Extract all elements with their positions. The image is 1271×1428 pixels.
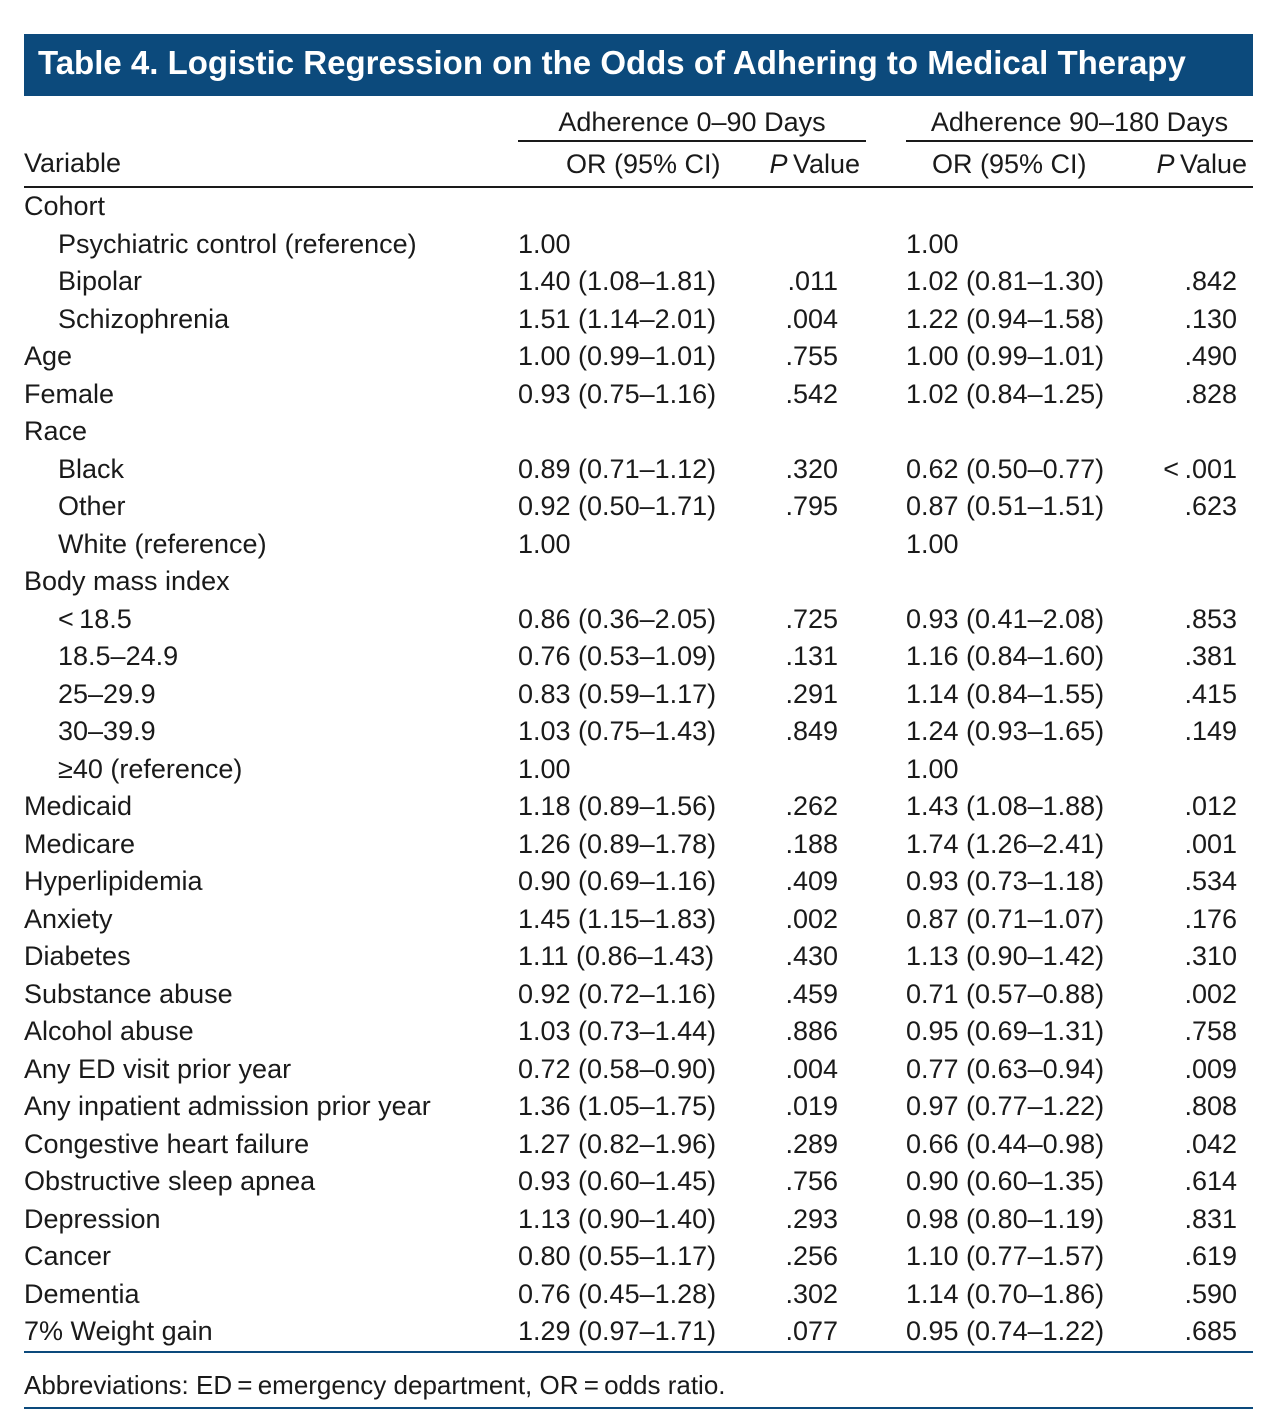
group-label-90-180: Adherence 90–180 Days <box>930 107 1229 137</box>
or-ci-cell-0-90: 0.89 (0.71–1.12) <box>518 453 717 484</box>
variable-cell: Anxiety <box>24 903 113 934</box>
variable-cell: Black <box>58 453 125 484</box>
or-ci-header-1: OR (95% CI) <box>518 141 756 187</box>
table-row <box>24 826 1253 864</box>
spacer-cell <box>866 1276 906 1314</box>
spacer-cell <box>866 1201 906 1239</box>
or-ci-cell-0-90: 1.00 <box>518 228 571 259</box>
p-value-cell-90-180: .758 <box>1184 1016 1237 1047</box>
p-value-cell-90-180: .176 <box>1184 903 1237 934</box>
spacer-cell <box>866 451 906 489</box>
spacer-cell <box>866 1163 906 1201</box>
or-ci-cell-90-180 <box>906 563 1134 601</box>
p-value-cell-90-180: .685 <box>1134 1313 1253 1352</box>
spacer-cell <box>866 901 906 939</box>
or-ci-cell-0-90: 1.45 (1.15–1.83) <box>518 903 717 934</box>
group-header-90-180 <box>906 96 1253 141</box>
p-value-cell-0-90: .459 <box>785 978 838 1009</box>
table-row <box>24 1088 1253 1126</box>
p-value-cell-90-180: .614 <box>1184 1166 1237 1197</box>
table-row <box>24 601 1253 639</box>
variable-cell: 30–39.9 <box>58 716 156 747</box>
p-value-cell-0-90: .725 <box>785 603 838 634</box>
table-row <box>24 526 1253 564</box>
or-ci-cell-0-90 <box>518 563 756 601</box>
p-value-cell-0-90: .409 <box>785 866 838 897</box>
variable-cell: Other <box>58 491 126 522</box>
spacer-cell <box>866 263 906 301</box>
table-row <box>24 751 1253 789</box>
or-ci-cell-0-90: 1.00 <box>518 753 571 784</box>
or-ci-cell-90-180: 1.00 <box>906 528 959 559</box>
table-row <box>24 1313 1253 1352</box>
p-value-cell-0-90 <box>756 413 866 451</box>
spacer-cell <box>866 938 906 976</box>
spacer-cell <box>866 788 906 826</box>
or-ci-cell-90-180 <box>906 187 1134 226</box>
or-ci-cell-0-90: 0.93 (0.60–1.45) <box>518 1166 717 1197</box>
or-ci-cell-0-90: 1.26 (0.89–1.78) <box>518 828 717 859</box>
p-value-cell-0-90: .795 <box>785 491 838 522</box>
p-value-cell-90-180: .490 <box>1184 341 1237 372</box>
spacer-cell <box>866 226 906 264</box>
spacer-cell <box>866 187 906 226</box>
or-ci-cell-90-180: 1.22 (0.94–1.58) <box>906 303 1105 334</box>
variable-cell: Diabetes <box>24 941 131 972</box>
variable-cell: Obstructive sleep apnea <box>24 1166 316 1197</box>
spacer-cell <box>866 526 906 564</box>
or-ci-cell-0-90: 1.18 (0.89–1.56) <box>518 791 717 822</box>
p-value-cell-90-180: .808 <box>1184 1091 1237 1122</box>
p-value-cell-90-180: .828 <box>1184 378 1237 409</box>
variable-cell: Hyperlipidemia <box>24 866 203 897</box>
or-ci-cell-0-90: 1.29 (0.97–1.71) <box>518 1313 756 1352</box>
table-row <box>24 563 1253 601</box>
or-ci-cell-0-90: 1.03 (0.75–1.43) <box>518 716 717 747</box>
p-value-cell-0-90: .291 <box>785 678 838 709</box>
p-value-cell-0-90: .542 <box>785 378 838 409</box>
p-value-cell-0-90: .293 <box>785 1203 838 1234</box>
or-ci-cell-0-90: 0.80 (0.55–1.17) <box>518 1241 717 1272</box>
table-row <box>24 938 1253 976</box>
or-ci-cell-90-180: 0.77 (0.63–0.94) <box>906 1053 1105 1084</box>
or-ci-cell-0-90: 0.76 (0.45–1.28) <box>518 1278 717 1309</box>
variable-cell: Substance abuse <box>24 978 233 1009</box>
p-value-header-1 <box>756 141 866 187</box>
table-row <box>24 376 1253 414</box>
or-ci-cell-0-90: 1.00 (0.99–1.01) <box>518 341 717 372</box>
table-body <box>24 187 1253 1352</box>
p-value-cell-90-180 <box>1134 226 1253 264</box>
table-row <box>24 451 1253 489</box>
p-value-cell-90-180: .415 <box>1184 678 1237 709</box>
p-value-cell-90-180: .590 <box>1184 1278 1237 1309</box>
p-value-cell-0-90: .302 <box>785 1278 838 1309</box>
spacer-cell <box>866 676 906 714</box>
spacer-cell <box>866 863 906 901</box>
or-ci-cell-0-90: 1.03 (0.73–1.44) <box>518 1016 717 1047</box>
spacer-cell <box>866 713 906 751</box>
p-value-cell-0-90 <box>756 563 866 601</box>
p-value-cell-0-90: .256 <box>785 1241 838 1272</box>
p-value-cell-0-90: .756 <box>785 1166 838 1197</box>
table-row <box>24 338 1253 376</box>
p-value-word: Value <box>1179 148 1247 179</box>
table-row <box>24 1126 1253 1164</box>
table-row <box>24 301 1253 339</box>
or-ci-cell-90-180: 1.16 (0.84–1.60) <box>906 641 1105 672</box>
table-row <box>24 676 1253 714</box>
or-ci-cell-0-90: 1.13 (0.90–1.40) <box>518 1203 717 1234</box>
p-value-cell-0-90 <box>756 526 866 564</box>
spacer-cell <box>866 751 906 789</box>
p-value-cell-90-180: .002 <box>1184 978 1237 1009</box>
or-ci-cell-90-180: 0.95 (0.74–1.22) <box>906 1313 1134 1352</box>
variable-cell: Alcohol abuse <box>24 1016 194 1047</box>
table-row <box>24 1238 1253 1276</box>
or-ci-cell-0-90: 1.00 <box>518 528 571 559</box>
or-ci-header-2: OR (95% CI) <box>906 141 1134 187</box>
table-row <box>24 1276 1253 1314</box>
variable-cell: White (reference) <box>58 528 267 559</box>
header-group-row <box>24 96 1253 141</box>
p-value-cell-0-90: .886 <box>785 1016 838 1047</box>
p-value-cell-0-90: .320 <box>785 453 838 484</box>
variable-cell: Depression <box>24 1203 161 1234</box>
p-value-cell-90-180 <box>1134 751 1253 789</box>
spacer-cell <box>866 488 906 526</box>
or-ci-cell-90-180: 0.62 (0.50–0.77) <box>906 453 1105 484</box>
table-row <box>24 1163 1253 1201</box>
p-value-cell-0-90: .004 <box>785 1053 838 1084</box>
spacer-cell <box>866 638 906 676</box>
p-value-cell-0-90: .755 <box>785 341 838 372</box>
spacer-cell <box>866 301 906 339</box>
p-value-cell-0-90: .289 <box>785 1128 838 1159</box>
spacer-cell <box>866 1051 906 1089</box>
p-value-cell-0-90 <box>756 187 866 226</box>
variable-cell: Congestive heart failure <box>24 1128 310 1159</box>
p-value-cell-90-180: .381 <box>1184 641 1237 672</box>
variable-cell: 25–29.9 <box>58 678 156 709</box>
spacer-cell <box>866 1126 906 1164</box>
or-ci-cell-90-180: 1.00 <box>906 753 959 784</box>
spacer-cell <box>866 1088 906 1126</box>
p-italic: P <box>769 148 788 179</box>
table-title: Table 4. Logistic Regression on the Odds of Adhering to Medical Therapy <box>24 34 1253 96</box>
variable-cell: Female <box>24 378 115 409</box>
p-italic: P <box>1156 148 1175 179</box>
variable-cell: 18.5–24.9 <box>58 641 179 672</box>
spacer-cell <box>866 826 906 864</box>
table-row <box>24 901 1253 939</box>
or-ci-cell-90-180: 1.14 (0.70–1.86) <box>906 1278 1105 1309</box>
p-value-cell-90-180: .619 <box>1184 1241 1237 1272</box>
or-ci-cell-90-180: 0.98 (0.80–1.19) <box>906 1203 1105 1234</box>
or-ci-cell-90-180: 0.66 (0.44–0.98) <box>906 1128 1105 1159</box>
variable-cell: Psychiatric control (reference) <box>58 228 417 259</box>
table-row <box>24 863 1253 901</box>
variable-cell: Any inpatient admission prior year <box>24 1091 431 1122</box>
p-value-cell-90-180: .009 <box>1184 1053 1237 1084</box>
or-ci-cell-0-90 <box>518 187 756 226</box>
p-value-cell-0-90: .188 <box>785 828 838 859</box>
or-ci-cell-0-90: 0.93 (0.75–1.16) <box>518 378 717 409</box>
or-ci-cell-0-90: 0.86 (0.36–2.05) <box>518 603 717 634</box>
variable-cell: Race <box>24 416 88 447</box>
spacer-cell <box>866 601 906 639</box>
or-ci-cell-0-90: 1.36 (1.05–1.75) <box>518 1091 717 1122</box>
group-header-0-90 <box>518 96 866 141</box>
p-value-cell-0-90: .430 <box>785 941 838 972</box>
variable-cell: 7% Weight gain <box>24 1313 518 1352</box>
or-ci-cell-90-180: 1.02 (0.84–1.25) <box>906 378 1105 409</box>
or-ci-cell-0-90: 1.40 (1.08–1.81) <box>518 266 717 297</box>
p-value-header-2 <box>1134 141 1253 187</box>
or-ci-cell-0-90: 1.11 (0.86–1.43) <box>518 941 715 972</box>
table-row <box>24 226 1253 264</box>
or-ci-cell-0-90: 1.27 (0.82–1.96) <box>518 1128 717 1159</box>
variable-cell: Medicare <box>24 828 136 859</box>
p-value-cell-90-180: .534 <box>1184 866 1237 897</box>
p-value-cell-90-180: .853 <box>1184 603 1237 634</box>
table-row <box>24 488 1253 526</box>
table-row <box>24 638 1253 676</box>
regression-table <box>24 96 1253 1353</box>
p-value-cell-0-90: .002 <box>785 903 838 934</box>
p-value-cell-90-180 <box>1134 563 1253 601</box>
p-value-cell-90-180: .149 <box>1184 716 1237 747</box>
spacer-cell <box>866 563 906 601</box>
variable-cell: Any ED visit prior year <box>24 1053 292 1084</box>
variable-cell: Schizophrenia <box>58 303 230 334</box>
or-ci-cell-0-90: 0.90 (0.69–1.16) <box>518 866 717 897</box>
table-row <box>24 1201 1253 1239</box>
table-row <box>24 1013 1253 1051</box>
spacer-cell <box>866 413 906 451</box>
table-row <box>24 263 1253 301</box>
spacer-cell <box>866 976 906 1014</box>
variable-header: Variable <box>24 141 518 187</box>
p-value-cell-0-90: .019 <box>785 1091 838 1122</box>
table-row <box>24 1051 1253 1089</box>
p-value-cell-90-180: .623 <box>1184 491 1237 522</box>
spacer-cell <box>866 338 906 376</box>
or-ci-cell-90-180: 0.87 (0.51–1.51) <box>906 491 1105 522</box>
variable-cell: Medicaid <box>24 791 133 822</box>
p-value-cell-90-180: .130 <box>1184 303 1237 334</box>
p-value-cell-90-180 <box>1134 187 1253 226</box>
variable-cell: Cancer <box>24 1241 112 1272</box>
or-ci-cell-0-90: 0.76 (0.53–1.09) <box>518 641 717 672</box>
p-value-cell-0-90 <box>756 751 866 789</box>
p-value-cell-90-180: .310 <box>1184 941 1237 972</box>
spacer-cell <box>866 1013 906 1051</box>
or-ci-cell-90-180: 1.24 (0.93–1.65) <box>906 716 1105 747</box>
variable-cell: Body mass index <box>24 566 230 597</box>
or-ci-cell-0-90 <box>518 413 756 451</box>
p-value-cell-0-90: .011 <box>787 266 838 297</box>
p-value-cell-0-90: .077 <box>756 1313 866 1352</box>
p-value-cell-90-180 <box>1134 413 1253 451</box>
or-ci-cell-90-180: 0.93 (0.41–2.08) <box>906 603 1105 634</box>
or-ci-cell-90-180: 1.43 (1.08–1.88) <box>906 791 1105 822</box>
or-ci-cell-0-90: 0.92 (0.50–1.71) <box>518 491 717 522</box>
table-row <box>24 187 1253 226</box>
p-value-cell-0-90: .849 <box>785 716 838 747</box>
or-ci-cell-90-180: 0.90 (0.60–1.35) <box>906 1166 1105 1197</box>
p-value-word: Value <box>792 148 860 179</box>
variable-cell: Age <box>24 341 73 372</box>
header-column-row <box>24 141 1253 187</box>
p-value-cell-0-90: .262 <box>785 791 838 822</box>
p-value-cell-0-90: .004 <box>785 303 838 334</box>
or-ci-cell-90-180: 1.10 (0.77–1.57) <box>906 1241 1105 1272</box>
variable-cell: Cohort <box>24 191 106 222</box>
spacer-cell <box>866 1238 906 1276</box>
variable-cell: Bipolar <box>58 266 143 297</box>
or-ci-cell-90-180: 1.00 <box>906 228 959 259</box>
or-ci-cell-90-180: 0.93 (0.73–1.18) <box>906 866 1105 897</box>
table-row <box>24 713 1253 751</box>
p-value-cell-0-90: .131 <box>785 641 838 672</box>
spacer-cell <box>866 376 906 414</box>
or-ci-cell-90-180: 0.97 (0.77–1.22) <box>906 1091 1105 1122</box>
or-ci-cell-90-180: 1.13 (0.90–1.42) <box>906 941 1105 972</box>
or-ci-cell-0-90: 0.72 (0.58–0.90) <box>518 1053 717 1084</box>
table-row <box>24 413 1253 451</box>
or-ci-cell-90-180: 1.14 (0.84–1.55) <box>906 678 1105 709</box>
or-ci-cell-0-90: 1.51 (1.14–2.01) <box>518 303 717 334</box>
table-row <box>24 788 1253 826</box>
or-ci-cell-90-180: 0.87 (0.71–1.07) <box>906 903 1105 934</box>
or-ci-cell-90-180: 1.02 (0.81–1.30) <box>906 266 1105 297</box>
variable-cell: ≥40 (reference) <box>58 753 243 784</box>
or-ci-cell-0-90: 0.83 (0.59–1.17) <box>518 678 717 709</box>
p-value-cell-90-180: .831 <box>1184 1203 1237 1234</box>
p-value-cell-90-180: .042 <box>1184 1128 1237 1159</box>
variable-cell: Dementia <box>24 1278 140 1309</box>
table-page <box>24 34 1253 1409</box>
p-value-cell-90-180: < .001 <box>1163 453 1237 484</box>
p-value-cell-90-180: .012 <box>1184 791 1237 822</box>
footnote: Abbreviations: ED = emergency department, OR = odds ratio. <box>24 1353 1253 1409</box>
or-ci-cell-0-90: 0.92 (0.72–1.16) <box>518 978 717 1009</box>
p-value-cell-90-180: .001 <box>1184 828 1237 859</box>
p-value-cell-0-90 <box>756 226 866 264</box>
variable-cell: < 18.5 <box>58 603 132 634</box>
or-ci-cell-90-180 <box>906 413 1134 451</box>
p-value-cell-90-180 <box>1134 526 1253 564</box>
or-ci-cell-90-180: 1.74 (1.26–2.41) <box>906 828 1105 859</box>
group-label-0-90: Adherence 0–90 Days <box>558 107 826 137</box>
spacer-cell <box>866 1313 906 1352</box>
p-value-cell-90-180: .842 <box>1184 266 1237 297</box>
or-ci-cell-90-180: 0.95 (0.69–1.31) <box>906 1016 1105 1047</box>
or-ci-cell-90-180: 1.00 (0.99–1.01) <box>906 341 1105 372</box>
table-row <box>24 976 1253 1014</box>
or-ci-cell-90-180: 0.71 (0.57–0.88) <box>906 978 1105 1009</box>
